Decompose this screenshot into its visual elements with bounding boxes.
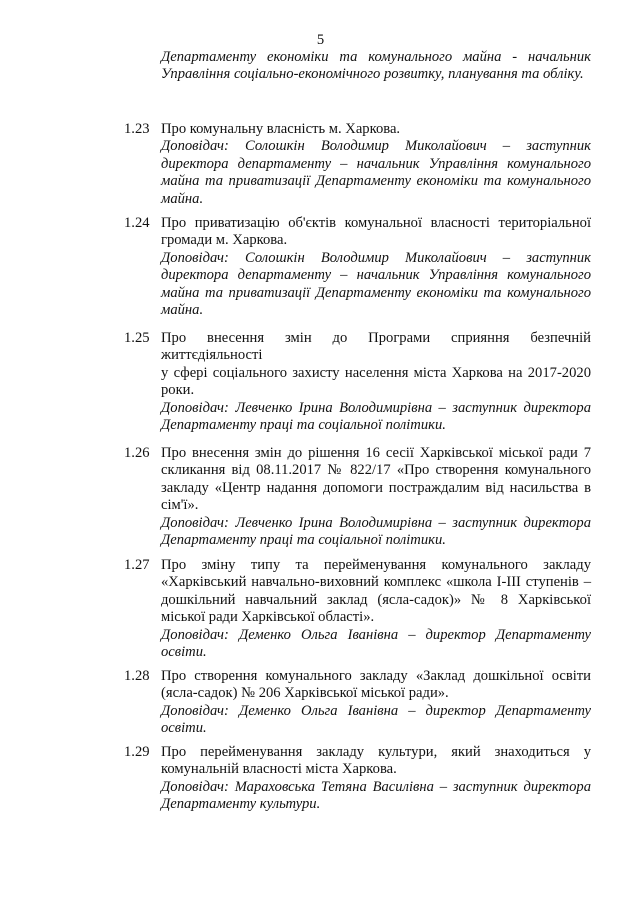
- item-title-continuation: у сфері соціального захисту населення міста Харкова на 2017-2020 роки.: [161, 364, 591, 399]
- speaker-text: Деменко Ольга Іванівна – директор Департаменту освіти.: [161, 626, 591, 661]
- item-body: [161, 215, 591, 319]
- item-title: Про зміну типу та перейменування комунального закладу «Харківський навчально-виховний комплекс «школа І-ІІІ ступенів – дошкільний навчальний заклад (ясла-садок)» № 8 Харківської міської ради Харківської області».: [161, 557, 591, 626]
- item-speaker: [161, 779, 591, 814]
- item-title: Про приватизацію об'єктів комунальної власності територіальної громади м. Харкова.: [161, 215, 591, 249]
- item-speaker: [161, 627, 591, 662]
- page-number: 5: [316, 32, 325, 48]
- speaker-text: Мараховська Тетяна Василівна – заступник директора Департаменту культури.: [161, 778, 591, 813]
- speaker-label: Доповідач:: [161, 138, 229, 155]
- item-speaker: [161, 515, 591, 550]
- item-body: [161, 121, 591, 208]
- item-body: [161, 744, 591, 814]
- item-number: 1.27: [124, 557, 150, 573]
- item-title: Про комунальну власність м. Харкова.: [161, 121, 401, 137]
- item-number: 1.26: [124, 445, 150, 461]
- continuation-text: Департаменту економіки та комунального майна - начальник Управління соціально-економічного розвитку, планування та обліку.: [161, 49, 591, 83]
- speaker-label: Доповідач:: [161, 626, 229, 643]
- item-speaker: [161, 138, 591, 208]
- item-speaker: [161, 400, 591, 435]
- speaker-text: Солошкін Володимир Миколайович – заступник директора департаменту – начальник Управління комунального майна та приватизації Департаменту економіки та комунального майна.: [161, 138, 591, 207]
- item-title: Про внесення змін до рішення 16 сесії Харківської міської ради 7 скликання від 08.11.2017 № 822/17 «Про створення комунального закладу «Центр надання допомоги постраждалим від насильства в сім'ї».: [161, 445, 591, 514]
- item-title: Про перейменування закладу культури, який знаходиться у комунальній власності міста Харкова.: [161, 744, 591, 778]
- speaker-text: Левченко Ірина Володимирівна – заступник директора Департаменту праці та соціальної політики.: [161, 399, 591, 434]
- item-title: Про внесення змін до Програми сприяння безпечній життєдіяльності: [161, 330, 591, 364]
- speaker-label: Доповідач:: [161, 399, 229, 416]
- item-speaker: [161, 250, 591, 320]
- item-number: 1.23: [124, 121, 150, 137]
- item-number: 1.24: [124, 215, 150, 231]
- item-body: [161, 668, 591, 738]
- speaker-text: Левченко Ірина Володимирівна – заступник директора Департаменту праці та соціальної політики.: [161, 514, 591, 549]
- item-number: 1.29: [124, 744, 150, 760]
- speaker-label: Доповідач:: [161, 249, 229, 266]
- item-body: [161, 330, 591, 434]
- item-title: Про створення комунального закладу «Заклад дошкільної освіти (ясла-садок) № 206 Харківської міської ради».: [161, 668, 591, 702]
- speaker-text: Солошкін Володимир Миколайович – заступник директора департаменту – начальник Управління комунального майна та приватизації Департаменту економіки та комунального майна.: [161, 249, 591, 319]
- item-body: [161, 445, 591, 549]
- item-body: [161, 557, 591, 661]
- speaker-text: Деменко Ольга Іванівна – директор Департаменту освіти.: [161, 702, 591, 737]
- speaker-label: Доповідач:: [161, 514, 229, 531]
- speaker-label: Доповідач:: [161, 702, 229, 719]
- speaker-label: Доповідач:: [161, 778, 229, 795]
- item-number: 1.25: [124, 330, 150, 346]
- item-speaker: [161, 703, 591, 738]
- item-number: 1.28: [124, 668, 150, 684]
